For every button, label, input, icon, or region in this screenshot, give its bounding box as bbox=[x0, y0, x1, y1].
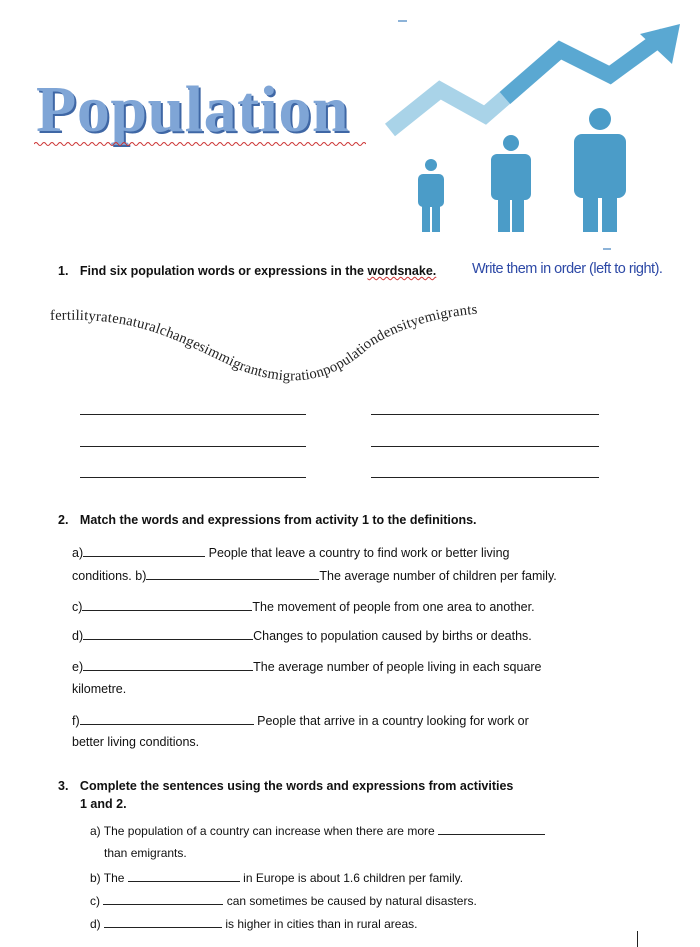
item-label: b) bbox=[90, 871, 101, 885]
answer-line-3[interactable] bbox=[80, 446, 306, 447]
definition-text: People that leave a country to find work or better living bbox=[208, 546, 510, 560]
activity3-heading bbox=[58, 779, 513, 793]
wordsnake bbox=[0, 292, 700, 402]
item-label: d) bbox=[90, 917, 101, 931]
blank-c[interactable] bbox=[82, 598, 252, 611]
sentence-a bbox=[90, 822, 545, 839]
blank-3d[interactable] bbox=[104, 915, 222, 928]
blank-3c[interactable] bbox=[103, 892, 223, 905]
person-large-icon bbox=[574, 108, 626, 232]
item-label: a) bbox=[72, 546, 84, 560]
sentence-c bbox=[90, 892, 477, 909]
activity1-heading bbox=[58, 264, 436, 278]
activity1-prompt: Find six population words or expressions in the bbox=[79, 264, 364, 278]
sentence-text: is higher in cities than in rural areas. bbox=[225, 917, 418, 931]
activity2-prompt: Match the words and expressions from activity 1 to the definitions. bbox=[79, 513, 477, 527]
definition-a bbox=[72, 544, 509, 561]
activity3-number: 3. bbox=[58, 779, 69, 793]
item-label: d) bbox=[72, 629, 84, 643]
sentence-text: can sometimes be caused by natural disasters. bbox=[226, 894, 477, 908]
blank-b[interactable] bbox=[146, 567, 319, 580]
answer-line-5[interactable] bbox=[80, 477, 306, 478]
sentence-text: The bbox=[103, 871, 125, 885]
activity2-heading bbox=[58, 513, 477, 527]
item-label: a) bbox=[90, 824, 101, 838]
spellcheck-squiggle bbox=[34, 141, 366, 147]
definition-text: conditions. bbox=[72, 569, 132, 583]
activity1-prompt-underlined: wordsnake. bbox=[367, 264, 437, 278]
person-medium-icon bbox=[491, 135, 531, 232]
definition-c bbox=[72, 598, 535, 615]
definition-text: Changes to population caused by births or deaths. bbox=[253, 629, 532, 643]
definition-text: The average number of people living in each square bbox=[253, 660, 542, 674]
blank-3b[interactable] bbox=[128, 869, 240, 882]
person-small-icon bbox=[418, 159, 444, 232]
activity3-prompt-continued: 1 and 2. bbox=[80, 797, 127, 811]
sentence-a-continued: than emigrants. bbox=[104, 846, 187, 860]
item-label: b) bbox=[135, 569, 147, 583]
definition-f bbox=[72, 712, 529, 729]
item-label: c) bbox=[90, 894, 100, 908]
activity1-note: Write them in order (left to right). bbox=[472, 261, 663, 277]
definition-d bbox=[72, 627, 532, 644]
definition-text: The average number of children per family. bbox=[319, 569, 557, 583]
sentence-text: The population of a country can increase when there are more bbox=[103, 824, 435, 838]
svg-text:fertilityratenaturalchangesimm bbox=[50, 302, 478, 385]
population-growth-arrow-icon bbox=[390, 24, 680, 130]
answer-line-6[interactable] bbox=[371, 477, 599, 478]
sentence-d bbox=[90, 915, 417, 932]
item-label: e) bbox=[72, 660, 84, 674]
page-title: Population bbox=[36, 73, 350, 146]
wordsnake-text: fertilityratenaturalchangesimmigrantsmigrationpopulationdensityemigrants bbox=[49, 301, 479, 385]
sentence-b bbox=[90, 869, 463, 886]
blank-e[interactable] bbox=[83, 658, 253, 671]
answer-line-1[interactable] bbox=[80, 414, 306, 415]
activity1-number: 1. bbox=[58, 264, 69, 278]
item-label: f) bbox=[72, 714, 80, 728]
item-label: c) bbox=[72, 600, 83, 614]
activity2-number: 2. bbox=[58, 513, 69, 527]
definition-b bbox=[72, 567, 557, 584]
population-growth-illustration bbox=[370, 20, 690, 250]
blank-f[interactable] bbox=[80, 712, 254, 725]
sentence-text: in Europe is about 1.6 children per family. bbox=[243, 871, 464, 885]
activity3-prompt: Complete the sentences using the words and expressions from activities bbox=[79, 779, 514, 793]
text-cursor-mark bbox=[637, 931, 638, 947]
definition-e-continued: kilometre. bbox=[72, 682, 127, 696]
definition-text: The movement of people from one area to another. bbox=[252, 600, 535, 614]
definition-e bbox=[72, 658, 542, 675]
answer-line-4[interactable] bbox=[371, 446, 599, 447]
answer-line-2[interactable] bbox=[371, 414, 599, 415]
blank-a[interactable] bbox=[83, 544, 205, 557]
definition-f-continued: better living conditions. bbox=[72, 735, 200, 749]
blank-d[interactable] bbox=[83, 627, 253, 640]
blank-3a[interactable] bbox=[438, 822, 545, 835]
definition-text: People that arrive in a country looking for work or bbox=[257, 714, 529, 728]
